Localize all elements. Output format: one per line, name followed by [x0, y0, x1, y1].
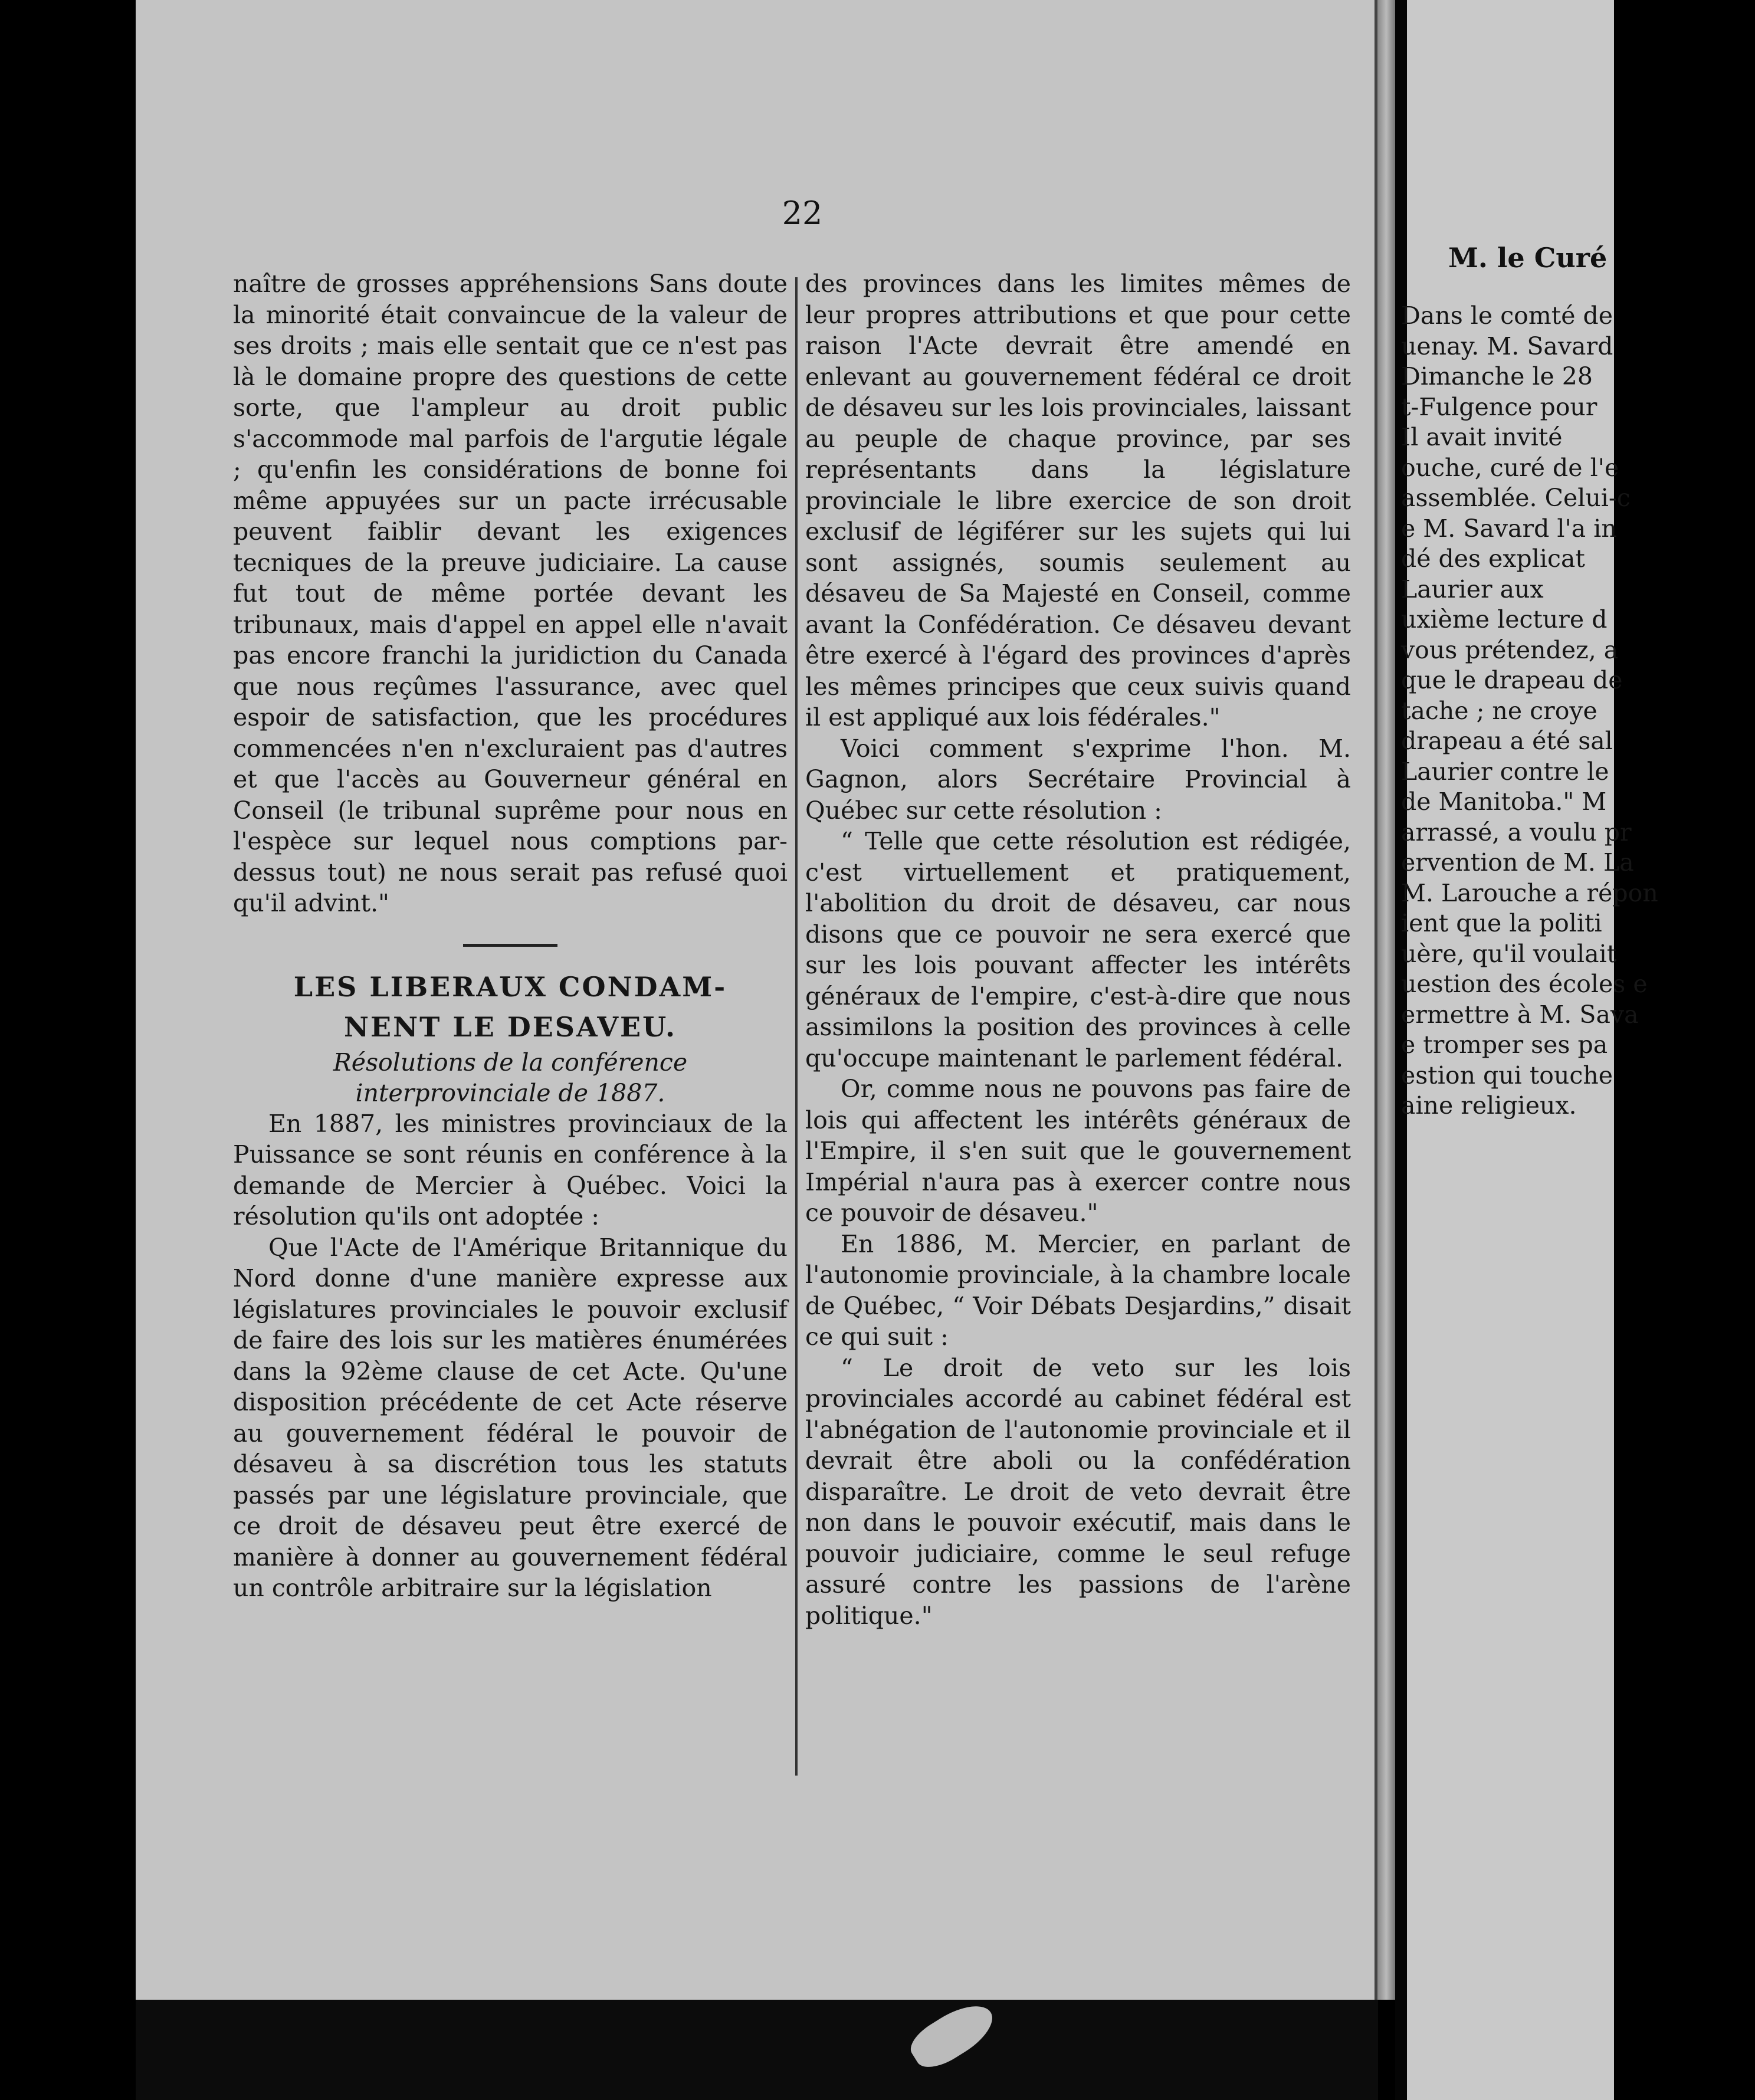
adjacent-page-line: ermettre à M. Sava	[1401, 1000, 1639, 1029]
adjacent-page-header: M. le Curé	[1448, 242, 1608, 274]
right-paragraph-4: Or, comme nous ne pouvons pas faire de lois qui affectent les intérêts généraux de l'Empire, il s'en suit que le gouvernement Impérial n'aura pas à exercer contre nous ce pouvoir de désaveu."	[805, 1075, 1351, 1227]
left-paragraph-3: Que l'Acte de l'Amérique Britannique du Nord donne d'une manière expresse aux législatures provinciales le pouvoir exclusif de faire des lois sur les matières énumérées dans la 92ème clause de cet Acte. Qu'une disposition précédente de cet Acte réserve au gouvernement fédéral le pouvoir de désaveu à sa discrétion tous les statuts passés par une législature provinciale, que ce droit de désaveu peut être exercé de manière à donner au gouvernement fédéral un contrôle arbitraire sur la législation	[233, 1233, 788, 1602]
left-column	[233, 268, 788, 1604]
adjacent-page-line: Dimanche le 28	[1401, 362, 1593, 391]
adjacent-page-line: e tromper ses pa	[1401, 1031, 1608, 1059]
adjacent-page-line: dé des explicat	[1401, 544, 1585, 573]
right-paragraph-6: “ Le droit de veto sur les lois provinciales accordé au cabinet fédéral est l'abnégation de l'autonomie provinciale et il devrait être aboli ou la confédération disparaître. Le droit de veto devrait être non dans le pouvoir exécutif, mais dans le pouvoir judiciaire, comme le seul refuge assuré contre les passions de l'arène politique."	[805, 1353, 1351, 1630]
adjacent-page-line: M. Larouche a répon	[1401, 878, 1658, 907]
section-title-line-2: NENT LE DESAVEU.	[344, 1010, 677, 1043]
adjacent-page-line: uestion des écoles e	[1401, 970, 1648, 998]
adjacent-page-line: ouche, curé de l'e	[1401, 453, 1619, 482]
section-subtitle: Résolutions de la conférence interprovinciale de 1887.	[333, 1048, 688, 1107]
right-column	[805, 268, 1351, 1631]
adjacent-page-line: arrassé, a voulu pr	[1401, 818, 1632, 846]
adjacent-page-text	[1401, 301, 1755, 1121]
scan-bottom-border	[136, 2000, 1378, 2100]
adjacent-page-line: e M. Savard l'a in	[1401, 514, 1617, 543]
left-paragraph-2: En 1887, les ministres provinciaux de la Puissance se sont réunis en conférence à la demande de Mercier à Québec. Voici la résolution qu'ils ont adoptée :	[233, 1109, 788, 1231]
adjacent-page-line: ervention de M. La	[1401, 848, 1634, 877]
adjacent-page-line: t-Fulgence pour	[1401, 392, 1597, 421]
adjacent-page-line: de Manitoba." M	[1401, 788, 1607, 816]
adjacent-page-line: drapeau a été sal	[1401, 727, 1613, 755]
adjacent-page	[1401, 0, 1658, 2100]
column-separator	[795, 277, 798, 1776]
adjacent-page-line: uenay. M. Savard	[1401, 332, 1613, 360]
left-paragraph-1: naître de grosses appréhensions Sans doute la minorité était convaincue de la valeur de ses droits ; mais elle sentait que ce n'est pas là le domaine propre des questions de cette sorte, que l'ampleur au droit public s'accommode mal parfois de l'argutie légale ; qu'enfin les considérations de bonne foi même appuyées sur un pacte irrécusable peuvent faiblir devant les exigences tecniques de la preuve judiciaire. La cause fut tout de même portée devant les tribunaux, mais d'appel en appel elle n'avait pas encore franchi la juridiction du Canada que nous reçûmes l'assurance, avec quel espoir de satisfaction, que les procédures commencées n'en n'excluraient pas d'autres et que l'accès au Gouverneur général en Conseil (le tribunal suprême pour nous en l'espèce sur lequel nous comptions par-dessus tout) ne nous serait pas refusé quoi qu'il advint."	[233, 270, 788, 917]
adjacent-page-line: tache ; ne croye	[1401, 696, 1597, 725]
adjacent-page-line: Laurier contre le	[1401, 757, 1609, 786]
adjacent-page-line: Il avait invité	[1401, 423, 1563, 451]
adjacent-page-line: estion qui touche	[1401, 1061, 1613, 1090]
adjacent-page-line: aine religieux.	[1401, 1091, 1577, 1120]
page-number: 22	[782, 195, 823, 232]
adjacent-page-line: vous prétendez, a	[1401, 635, 1619, 664]
section-divider	[463, 944, 557, 947]
right-paragraph-1: des provinces dans les limites mêmes de leur propres attributions et que pour cette raison l'Acte devrait être amendé en enlevant au gouvernement fédéral ce droit de désaveu sur les lois provinciales, laissant au peuple de chaque province, par ses représentants dans la législature provinciale le libre exercice de son droit exclusif de légiférer sur les sujets qui lui sont assignés, soumis seulement au désaveu de Sa Majesté en Conseil, comme avant la Confédération. Ce désaveu devant être exercé à l'égard des provinces d'après les mêmes principes que ceux suivis quand il est appliqué aux lois fédérales."	[805, 270, 1351, 731]
adjacent-page-line: uxième lecture d	[1401, 605, 1608, 634]
adjacent-page-line: que le drapeau de	[1401, 666, 1623, 694]
adjacent-page-line: assemblée. Celui-c	[1401, 484, 1631, 512]
right-paragraph-5: En 1886, M. Mercier, en parlant de l'autonomie provinciale, à la chambre locale de Québec, “ Voir Débats Desjardins,” disait ce qui suit :	[805, 1229, 1351, 1351]
adjacent-page-line: Dans le comté de	[1401, 301, 1613, 330]
page-edge	[1377, 0, 1395, 2000]
right-paragraph-2: Voici comment s'exprime l'hon. M. Gagnon, alors Secrétaire Provincial à Québec sur cette résolution :	[805, 734, 1351, 825]
section-title-line-1: LES LIBERAUX CONDAM-	[293, 970, 727, 1003]
section-title	[233, 967, 788, 1047]
adjacent-page-line: uère, qu'il voulait	[1401, 939, 1617, 968]
adjacent-page-line: Laurier aux	[1401, 575, 1544, 603]
adjacent-page-line: ient que la politi	[1401, 909, 1602, 937]
right-paragraph-3: “ Telle que cette résolution est rédigée, c'est virtuellement et pratiquement, l'abolition du droit de désaveu, car nous disons que ce pouvoir ne sera exercé que sur les lois pouvant affecter les intérêts généraux de l'empire, c'est-à-dire que nous assimilons la position des provinces à celle qu'occupe maintenant le parlement fédéral.	[805, 827, 1351, 1072]
